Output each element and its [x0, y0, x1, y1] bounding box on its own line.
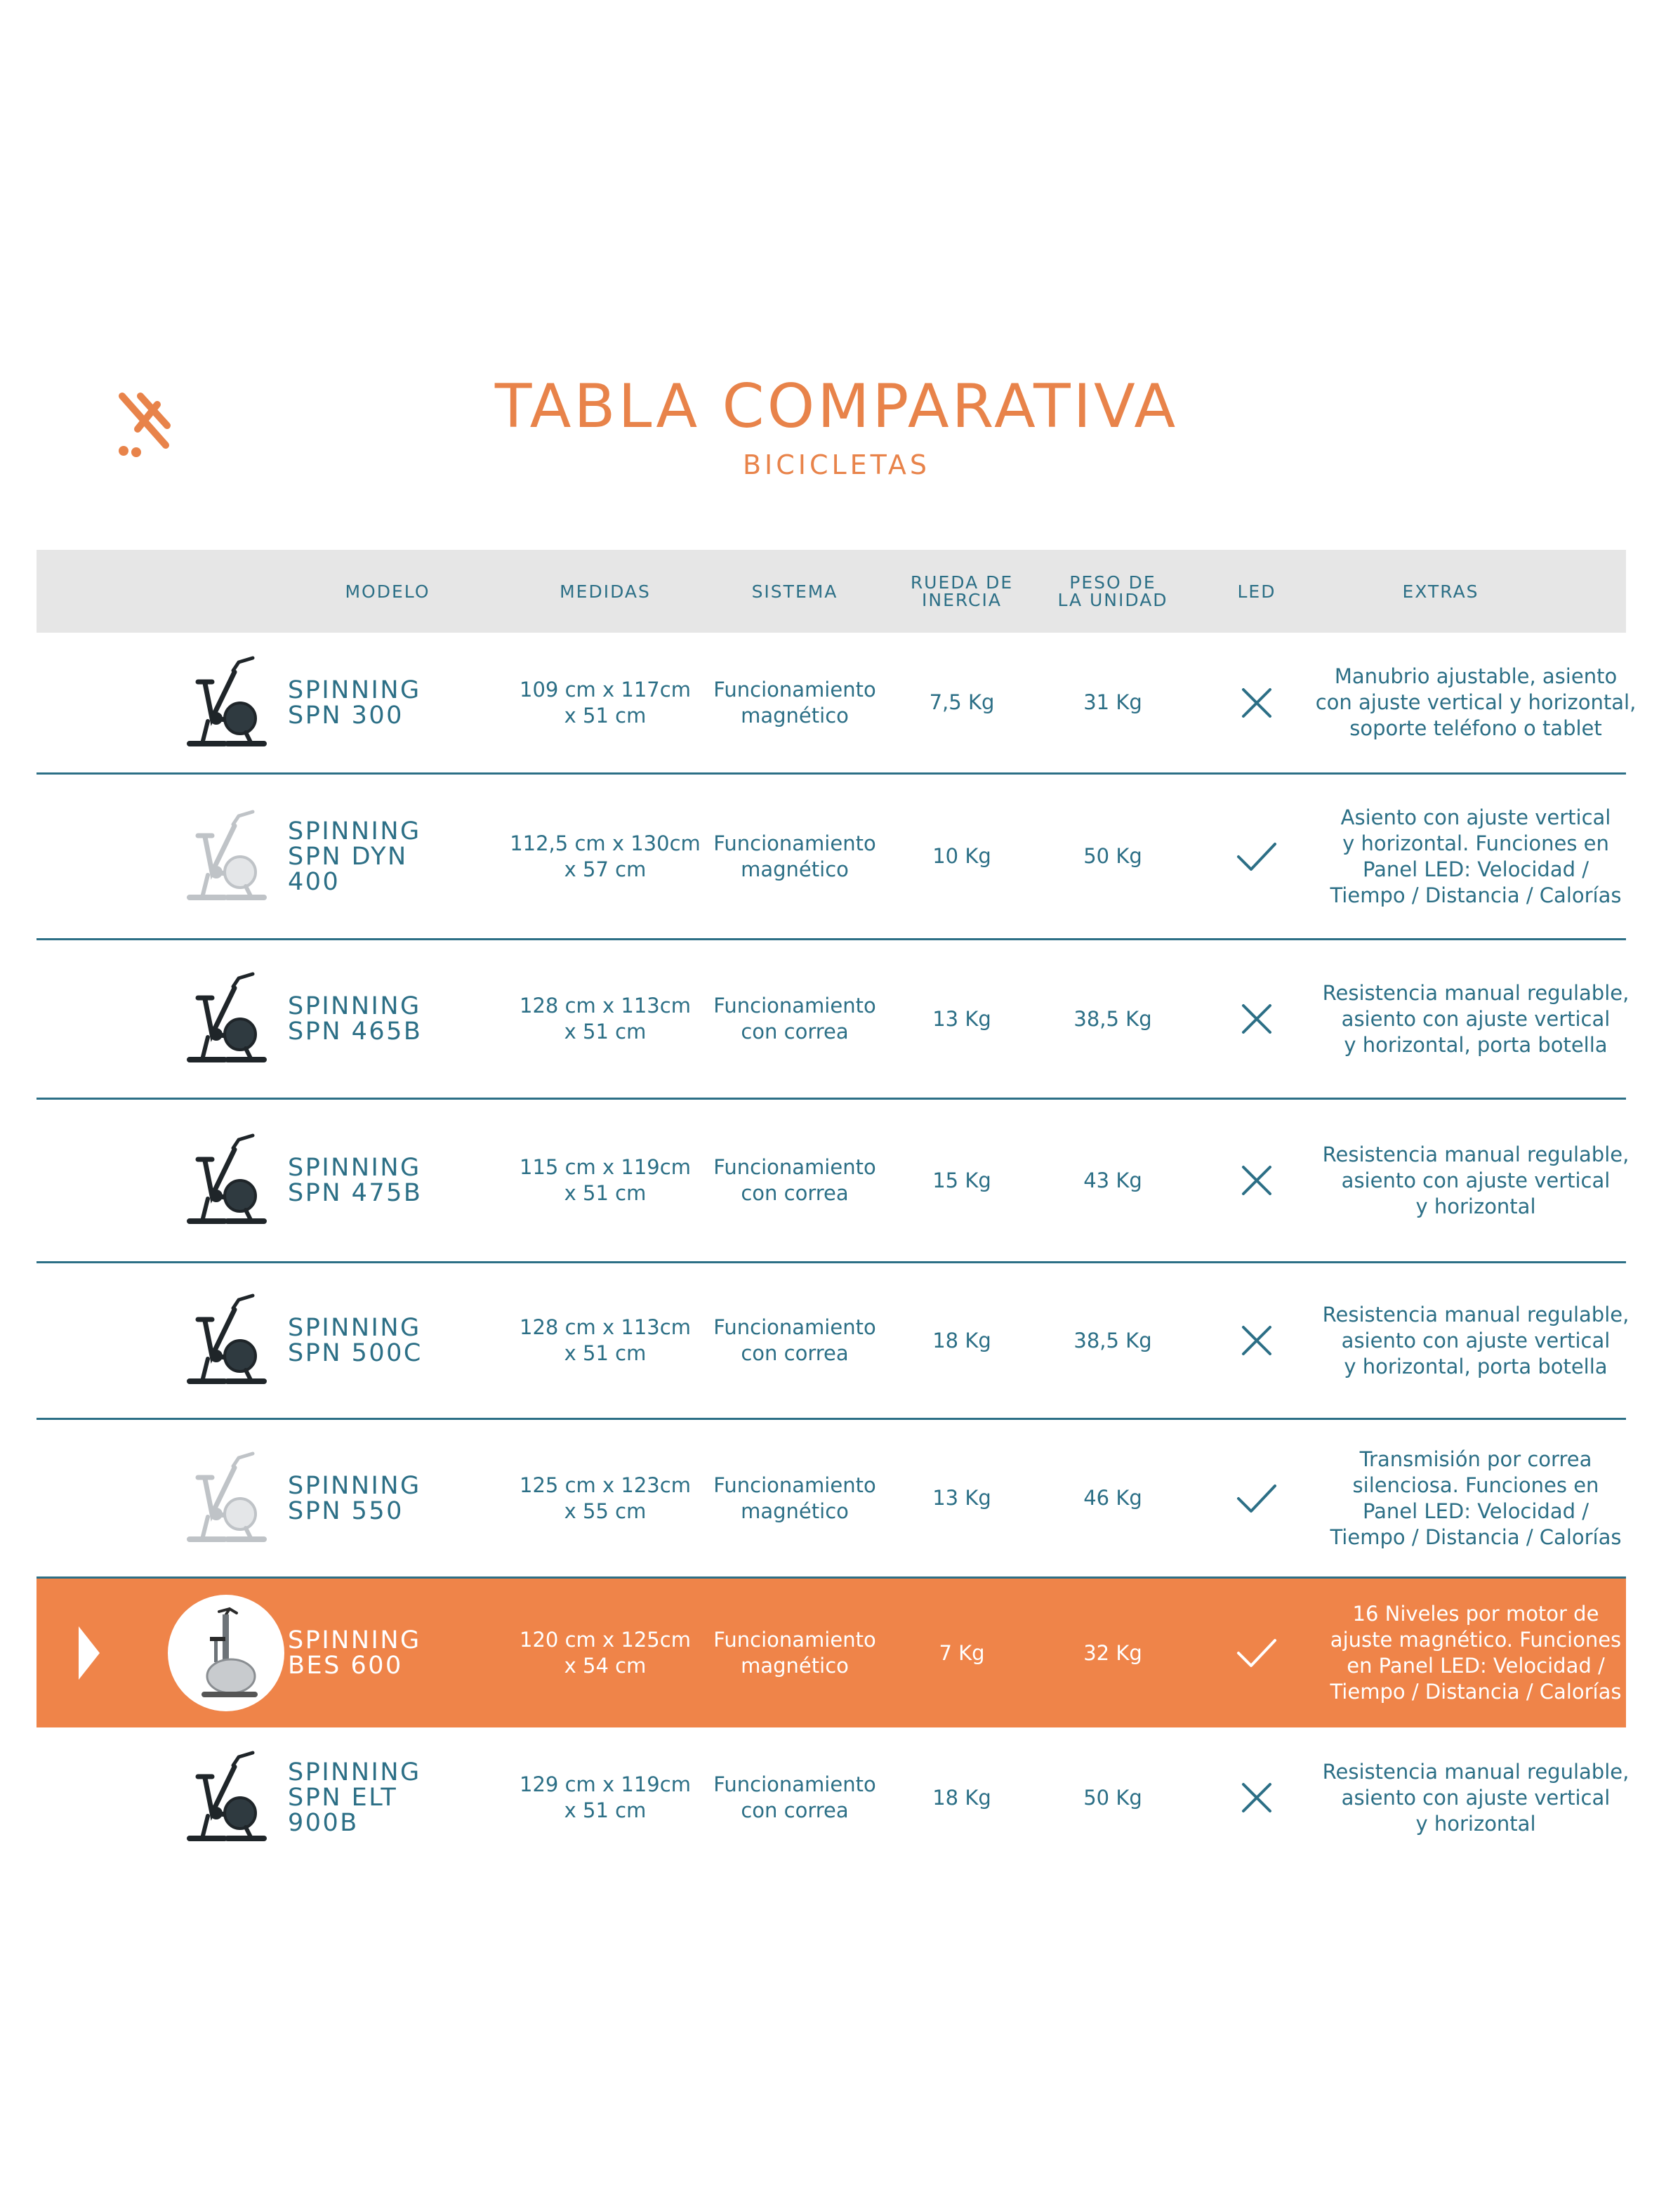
cross-icon [1241, 1324, 1273, 1357]
model-line-2: SPN 300 [288, 701, 404, 730]
extras-line-2: asiento con ajuste vertical [1341, 1785, 1611, 1810]
medidas-line-2: x 55 cm [564, 1499, 647, 1523]
column-header-modelo: MODELO [345, 581, 430, 602]
column-header-rueda-line-2: INERCIA [922, 590, 1002, 610]
table-row [37, 1579, 1626, 1727]
model-line-2: SPN 500C [288, 1339, 423, 1367]
cell-extras [1279, 1100, 1659, 1261]
table-row [37, 1100, 1630, 1263]
column-header-peso-line-1: PESO DE [1069, 572, 1156, 593]
medidas-line-1: 129 cm x 119cm [520, 1772, 691, 1796]
medidas-line-1: 115 cm x 119cm [520, 1155, 691, 1179]
extras-line-2: con ajuste vertical y horizontal, [1315, 690, 1637, 714]
extras-line-2: asiento con ajuste vertical [1341, 1328, 1611, 1352]
cell-peso: 50 Kg [1083, 844, 1142, 868]
cell-peso: 43 Kg [1083, 1168, 1142, 1192]
medidas-line-2: x 51 cm [564, 1181, 647, 1205]
extras-line-4: Tiempo / Distancia / Calorías [1330, 883, 1622, 907]
extras-line-2: silenciosa. Funciones en [1352, 1473, 1599, 1497]
cell-modelo [288, 633, 484, 772]
cell-rueda: 18 Kg [932, 1328, 991, 1352]
selected-indicator-icon [79, 1626, 100, 1680]
medidas-line-2: x 51 cm [564, 1798, 647, 1822]
sistema-line-2: con correa [741, 1341, 849, 1365]
bike-image [184, 1749, 268, 1847]
extras-line-3: y horizontal, porta botella [1344, 1032, 1608, 1057]
cell-extras [1279, 1420, 1659, 1576]
extras-line-3: y horizontal [1415, 1194, 1536, 1218]
sistema-line-2: magnético [741, 1499, 849, 1523]
model-line-2: SPN 465B [288, 1018, 423, 1046]
cross-icon [1241, 1003, 1273, 1035]
model-line-2: SPN 475B [288, 1179, 423, 1207]
cell-rueda: 7 Kg [939, 1640, 985, 1665]
extras-line-1: 16 Niveles por motor de [1352, 1602, 1599, 1626]
sistema-line-1: Funcionamiento [713, 831, 876, 855]
cell-image [156, 1420, 296, 1576]
check-icon [1236, 1482, 1278, 1515]
extras-line-2: asiento con ajuste vertical [1341, 1006, 1611, 1031]
cell-image [156, 633, 296, 772]
medidas-line-1: 128 cm x 113cm [520, 1315, 691, 1339]
bike-image [184, 1131, 268, 1230]
cell-modelo [288, 1263, 484, 1418]
bike-image [184, 808, 268, 906]
extras-line-2: y horizontal. Funciones en [1342, 831, 1609, 855]
page-title: TABLA COMPARATIVA [494, 371, 1179, 442]
cell-modelo [288, 775, 484, 938]
extras-line-2: ajuste magnético. Funciones [1330, 1628, 1622, 1652]
check-icon [1236, 840, 1278, 874]
cell-rueda: 10 Kg [932, 844, 991, 868]
model-line-1: SPINNING [288, 1314, 421, 1342]
sistema-line-2: con correa [741, 1798, 849, 1822]
cross-icon [1241, 1782, 1273, 1814]
cell-image [156, 1100, 296, 1261]
model-line-2: BES 600 [288, 1652, 403, 1680]
sistema-line-1: Funcionamiento [713, 1155, 876, 1179]
page-subtitle: BICICLETAS [742, 449, 931, 480]
cross-icon [1241, 1164, 1273, 1197]
cell-peso: 32 Kg [1083, 1640, 1142, 1665]
medidas-line-1: 125 cm x 123cm [520, 1473, 691, 1497]
cell-image [156, 775, 296, 938]
cell-image [156, 1579, 296, 1727]
medidas-line-1: 112,5 cm x 130cm [510, 831, 701, 855]
cell-rueda: 13 Kg [932, 1486, 991, 1510]
sistema-line-1: Funcionamiento [713, 1315, 876, 1339]
table-header [37, 550, 1626, 633]
table-row [37, 1263, 1630, 1420]
bike-image [184, 1449, 268, 1548]
model-line-1: SPINNING [288, 1758, 421, 1786]
comparison-table [37, 550, 1637, 1868]
cell-peso: 31 Kg [1083, 690, 1142, 714]
column-header-extras: EXTRAS [1402, 581, 1479, 602]
extras-line-1: Asiento con ajuste vertical [1340, 805, 1611, 829]
cell-rueda: 13 Kg [932, 1006, 991, 1031]
sistema-line-2: magnético [741, 1654, 849, 1678]
column-header-sistema: SISTEMA [751, 581, 838, 602]
extras-line-4: Tiempo / Distancia / Calorías [1330, 1680, 1622, 1704]
extras-line-3: soporte teléfono o tablet [1349, 716, 1602, 740]
sistema-line-1: Funcionamiento [713, 1772, 876, 1796]
medidas-line-1: 128 cm x 113cm [520, 994, 691, 1018]
sistema-line-1: Funcionamiento [713, 1628, 876, 1652]
cell-peso: 46 Kg [1083, 1486, 1142, 1510]
cell-image [156, 940, 296, 1098]
cell-extras [1279, 1579, 1659, 1727]
medidas-line-1: 120 cm x 125cm [520, 1628, 691, 1652]
medidas-line-1: 109 cm x 117cm [520, 677, 691, 702]
column-header-medidas: MEDIDAS [560, 581, 651, 602]
cell-extras [1279, 775, 1659, 938]
medidas-line-2: x 51 cm [564, 1020, 647, 1044]
medidas-line-2: x 51 cm [564, 1341, 647, 1365]
cell-extras [1279, 940, 1659, 1098]
sistema-line-1: Funcionamiento [713, 994, 876, 1018]
cell-modelo [288, 1727, 484, 1868]
cell-image [156, 1263, 296, 1418]
cell-rueda: 7,5 Kg [929, 690, 995, 714]
cell-peso: 38,5 Kg [1073, 1328, 1152, 1352]
sistema-line-2: con correa [741, 1020, 849, 1044]
cell-extras [1279, 1727, 1659, 1868]
column-header-peso-line-2: LA UNIDAD [1057, 590, 1168, 610]
column-header-led: LED [1237, 581, 1276, 602]
extras-line-4: Tiempo / Distancia / Calorías [1330, 1525, 1622, 1549]
model-line-1: SPINNING [288, 992, 421, 1020]
extras-line-3: Panel LED: Velocidad / [1362, 1499, 1589, 1523]
bike-image [184, 654, 268, 752]
header [0, 371, 1659, 480]
table-row [37, 1727, 1630, 1868]
cell-peso: 38,5 Kg [1073, 1006, 1152, 1031]
sistema-line-2: con correa [741, 1181, 849, 1205]
extras-line-1: Resistencia manual regulable, [1322, 1759, 1630, 1784]
table-row [37, 940, 1630, 1100]
model-line-1: SPINNING [288, 1471, 421, 1500]
image-circle [168, 1595, 284, 1711]
cell-extras [1279, 1263, 1659, 1418]
table-body [37, 633, 1637, 1868]
cell-rueda: 18 Kg [932, 1785, 991, 1810]
bike-image [184, 970, 268, 1068]
extras-line-3: Panel LED: Velocidad / [1362, 857, 1589, 881]
model-line-2: SPN DYN [288, 842, 408, 871]
extras-line-1: Transmisión por correa [1359, 1447, 1592, 1471]
medidas-line-2: x 51 cm [564, 703, 647, 728]
table-row [37, 775, 1626, 940]
sistema-line-2: magnético [741, 857, 849, 881]
extras-line-1: Resistencia manual regulable, [1322, 1142, 1630, 1166]
sistema-line-2: magnético [741, 703, 849, 728]
model-line-2: SPN 550 [288, 1496, 404, 1525]
bike-image [187, 1600, 265, 1706]
sistema-line-1: Funcionamiento [713, 1473, 876, 1497]
cell-peso: 50 Kg [1083, 1785, 1142, 1810]
cell-modelo [288, 1100, 484, 1261]
model-line-1: SPINNING [288, 817, 421, 845]
extras-line-1: Manubrio ajustable, asiento [1334, 664, 1618, 688]
table-row [37, 633, 1637, 775]
check-icon [1236, 1636, 1278, 1670]
model-line-3: 400 [288, 867, 341, 896]
medidas-line-2: x 57 cm [564, 857, 647, 881]
cell-modelo [288, 940, 484, 1098]
table-row [37, 1420, 1626, 1579]
cell-extras [1279, 633, 1659, 772]
cross-icon [1241, 687, 1273, 719]
extras-line-1: Resistencia manual regulable, [1322, 980, 1630, 1005]
extras-line-3: en Panel LED: Velocidad / [1347, 1654, 1605, 1678]
model-line-1: SPINNING [288, 1626, 421, 1654]
model-line-2: SPN ELT [288, 1784, 398, 1812]
cell-image [156, 1727, 296, 1868]
extras-line-1: Resistencia manual regulable, [1322, 1302, 1630, 1326]
column-header-rueda-line-1: RUEDA DE [910, 572, 1014, 593]
cell-modelo [288, 1579, 484, 1727]
model-line-1: SPINNING [288, 676, 421, 704]
sistema-line-1: Funcionamiento [713, 677, 876, 702]
cell-rueda: 15 Kg [932, 1168, 991, 1192]
extras-line-3: y horizontal, porta botella [1344, 1354, 1608, 1378]
extras-line-3: y horizontal [1415, 1811, 1536, 1836]
cell-modelo [288, 1420, 484, 1576]
medidas-line-2: x 54 cm [564, 1654, 647, 1678]
bike-image [184, 1291, 268, 1390]
extras-line-2: asiento con ajuste vertical [1341, 1168, 1611, 1192]
model-line-3: 900B [288, 1809, 359, 1837]
model-line-1: SPINNING [288, 1154, 421, 1182]
